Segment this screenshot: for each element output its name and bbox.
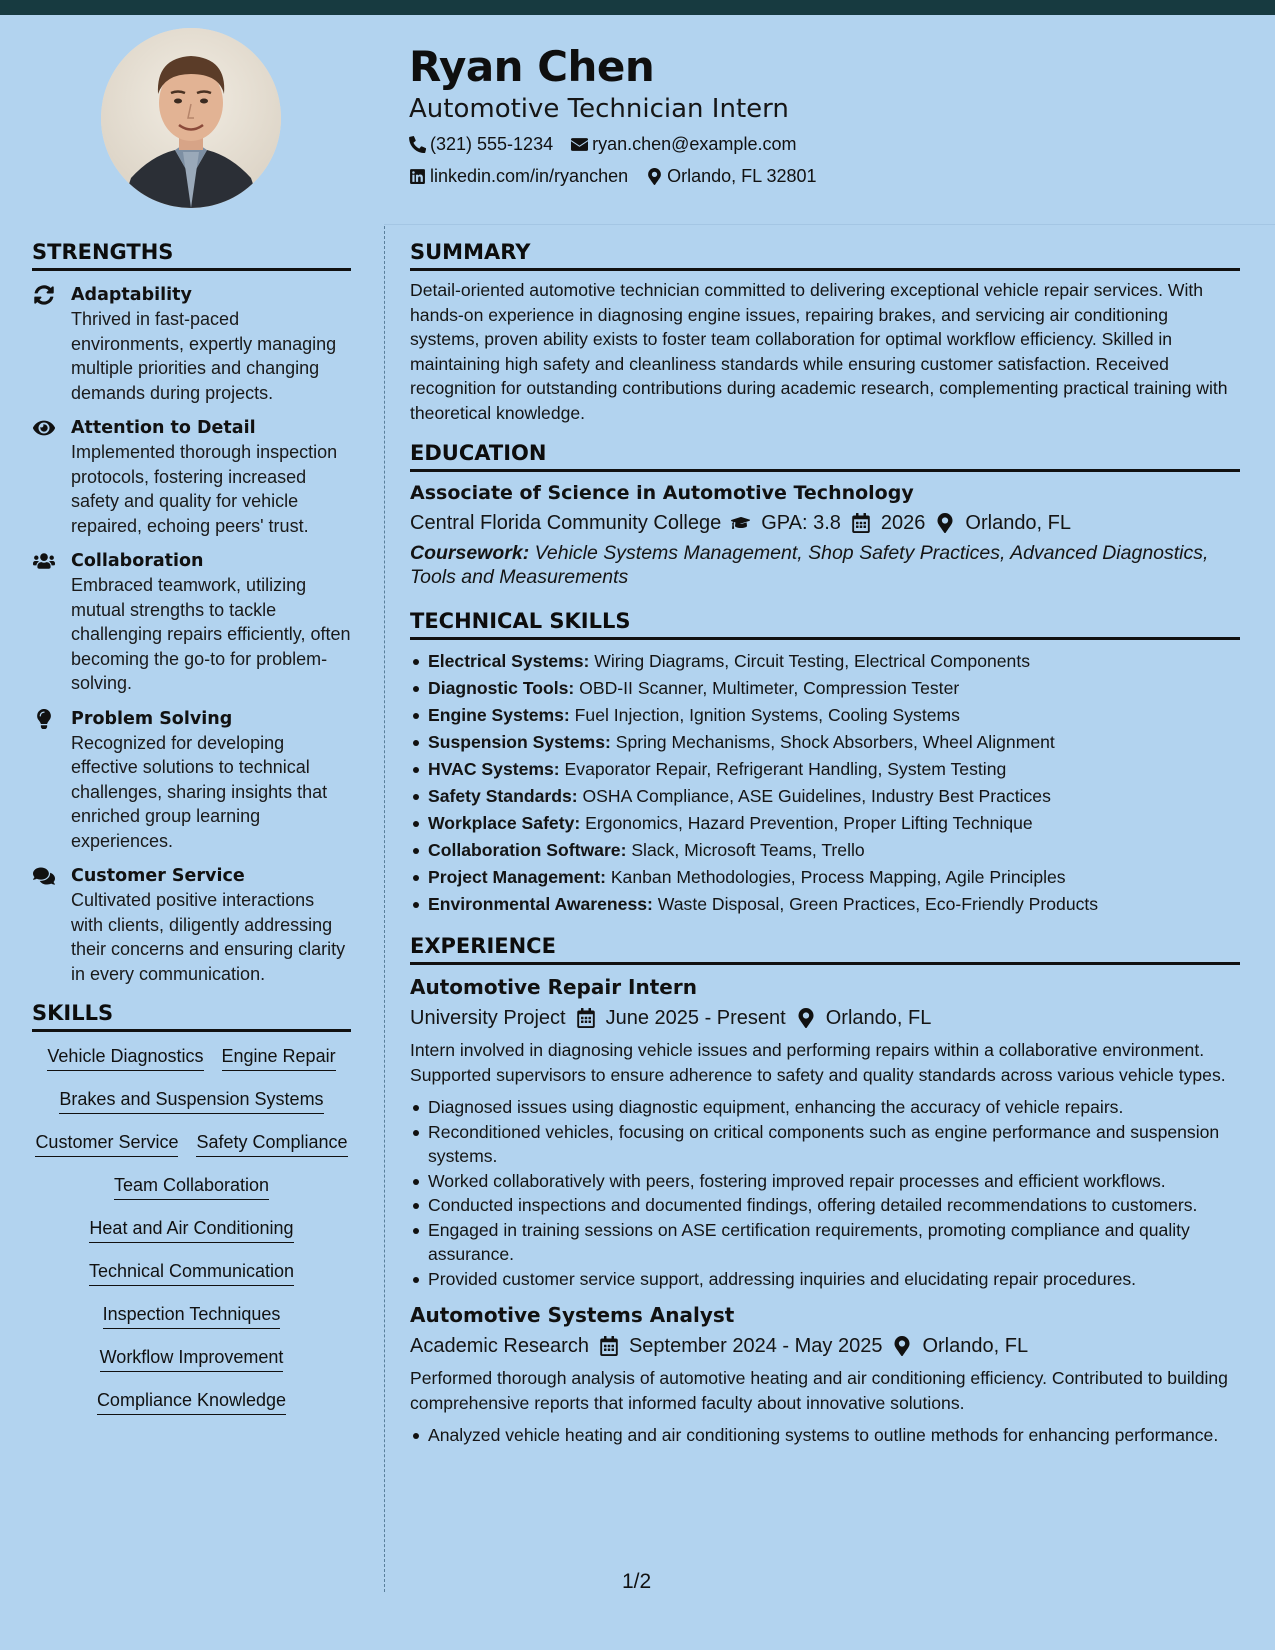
list-item — [410, 810, 1240, 837]
phone-text[interactable]: (321) 555-1234 — [430, 134, 554, 154]
linkedin-icon — [409, 168, 426, 185]
strength-item — [32, 707, 351, 854]
strength-desc: Thrived in fast-paced environments, expertly managing multiple priorities and changing demands during projects. — [71, 309, 337, 403]
calendar-icon — [599, 1336, 619, 1356]
list-item — [410, 864, 1240, 891]
job-title: Automotive Systems Analyst — [410, 1303, 735, 1327]
list-item: Worked collaboratively with peers, fostering improved repair processes and efficient workflows. — [410, 1169, 1240, 1194]
candidate-title: Automotive Technician Intern — [409, 94, 789, 124]
strengths-heading: STRENGTHS — [32, 240, 351, 271]
list-item: Provided customer service support, addressing inquiries and elucidating repair procedures. — [410, 1267, 1240, 1292]
education-location: Orlando, FL — [965, 512, 1072, 534]
location-text: Orlando, FL 32801 — [667, 166, 817, 186]
skill-tag: Team Collaboration — [114, 1173, 269, 1200]
list-item: Analyzed vehicle heating and air conditioning systems to outline methods for enhancing performance. — [410, 1423, 1240, 1448]
technical-skills-heading: TECHNICAL SKILLS — [410, 609, 1240, 640]
list-item — [410, 783, 1240, 810]
list-item: Engaged in training sessions on ASE certification requirements, promoting compliance and quality assurance. — [410, 1218, 1240, 1267]
job-title: Automotive Repair Intern — [410, 975, 697, 999]
job-description: Intern involved in diagnosing vehicle issues and performing repairs within a collaborative environment. Supported supervisors to ensure adherence to safety and quality standards across various vehicle types. — [410, 1040, 1226, 1085]
skill-tag: Safety Compliance — [196, 1130, 347, 1157]
graduation-cap-icon — [731, 513, 751, 533]
strength-desc: Recognized for developing effective solutions to technical challenges, sharing insights that enriched group learning experiences. — [71, 732, 328, 851]
comments-icon — [33, 866, 55, 886]
skill-values: Waste Disposal, Green Practices, Eco-Friendly Products — [652, 894, 1099, 914]
phone-icon — [409, 136, 426, 153]
contact-row-2 — [409, 166, 817, 187]
page-number: 1/2 — [622, 1570, 652, 1593]
education-heading: EDUCATION — [410, 441, 1240, 472]
skill-values: Spring Mechanisms, Shock Absorbers, Wheel Alignment — [610, 732, 1055, 752]
school-name: Central Florida Community College — [410, 512, 722, 534]
job-meta — [410, 1004, 1240, 1032]
map-marker-icon — [646, 168, 663, 185]
skill-category: Engine Systems: — [428, 705, 570, 725]
skill-category: Electrical Systems: — [428, 651, 590, 671]
technical-skills-list — [410, 648, 1240, 918]
list-item: Conducted inspections and documented findings, offering detailed recommendations to customers. — [410, 1193, 1240, 1218]
skill-tag: Customer Service — [35, 1130, 178, 1157]
skill-values: Wiring Diagrams, Circuit Testing, Electrical Components — [589, 651, 1031, 671]
skills-heading: SKILLS — [32, 1001, 351, 1032]
job-meta — [410, 1332, 1240, 1360]
job-bullets — [410, 1423, 1240, 1448]
coursework — [410, 541, 1240, 589]
list-item — [410, 675, 1240, 702]
skill-tag: Inspection Techniques — [103, 1302, 281, 1329]
eye-icon — [33, 418, 55, 438]
skill-category: Environmental Awareness: — [428, 894, 653, 914]
map-marker-icon — [892, 1336, 912, 1356]
graduation-year: 2026 — [880, 512, 926, 534]
list-item — [410, 648, 1240, 675]
job-description: Performed thorough analysis of automotive heating and air conditioning efficiency. Contributed to building comprehensive reports that informed faculty about innovative solutions. — [410, 1368, 1228, 1413]
strength-item — [32, 283, 351, 405]
map-marker-icon — [796, 1008, 816, 1028]
email-link[interactable]: ryan.chen@example.com — [592, 134, 797, 154]
top-bar — [0, 0, 1275, 15]
job-dates: September 2024 - May 2025 — [628, 1335, 883, 1357]
header-divider — [384, 224, 1275, 225]
strength-title: Customer Service — [71, 866, 245, 886]
calendar-icon — [851, 513, 871, 533]
skill-values: Kanban Methodologies, Process Mapping, Agile Principles — [605, 867, 1066, 887]
skill-values: OBD-II Scanner, Multimeter, Compression Tester — [574, 678, 960, 698]
strength-desc: Cultivated positive interactions with clients, diligently addressing their concerns and ensuring clarity in every communication. — [71, 890, 346, 984]
lightbulb-icon — [33, 709, 55, 729]
strength-title: Adaptability — [71, 285, 192, 305]
skill-category: Project Management: — [428, 867, 606, 887]
gpa-text: GPA: 3.8 — [761, 512, 841, 534]
summary-text: Detail-oriented automotive technician committed to delivering exceptional vehicle repair services. With hands-on experience in diagnosing engine issues, repairing brakes, and servicing air conditioning systems, proven ability exists to foster team collaboration for optimal workflow efficiency. Skilled in maintaining high safety and cleanliness standards while ensuring customer satisfaction. Received recognition for outstanding contributions during academic research, complementing practical training with theoretical knowledge. — [410, 280, 1228, 423]
skill-category: HVAC Systems: — [428, 759, 560, 779]
list-item — [410, 837, 1240, 864]
contact-row-1 — [409, 134, 796, 155]
skills-tags — [32, 1044, 351, 1415]
list-item: Reconditioned vehicles, focusing on critical components such as engine performance and suspension systems. — [410, 1120, 1240, 1169]
strength-desc: Embraced teamwork, utilizing mutual strengths to tackle challenging repairs efficiently, often becoming the go-to for problem-solving. — [71, 575, 351, 693]
skill-tag: Heat and Air Conditioning — [89, 1216, 293, 1243]
skill-tag: Vehicle Diagnostics — [47, 1044, 203, 1071]
job-bullets — [410, 1095, 1240, 1291]
skill-tag: Brakes and Suspension Systems — [59, 1087, 323, 1114]
job-location: Orlando, FL — [825, 1007, 932, 1029]
map-marker-icon — [935, 513, 955, 533]
strength-title: Collaboration — [71, 551, 204, 571]
calendar-icon — [576, 1008, 596, 1028]
skill-category: Collaboration Software: — [428, 840, 627, 860]
list-item — [410, 891, 1240, 918]
experience-heading: EXPERIENCE — [410, 934, 1240, 965]
envelope-icon — [571, 136, 588, 153]
strength-desc: Implemented thorough inspection protocols, fostering increased safety and quality for vehicle repaired, echoing peers' trust. — [71, 442, 338, 536]
coursework-label: Coursework: — [410, 542, 530, 564]
candidate-name: Ryan Chen — [409, 42, 655, 91]
strength-item — [32, 549, 351, 696]
skill-tag: Workflow Improvement — [100, 1345, 284, 1372]
skill-category: Diagnostic Tools: — [428, 678, 575, 698]
job-org: Academic Research — [410, 1335, 589, 1357]
right-column — [410, 240, 1240, 1448]
skill-tag: Engine Repair — [222, 1044, 336, 1071]
education-meta — [410, 509, 1240, 537]
job-dates: June 2025 - Present — [605, 1007, 786, 1029]
list-item — [410, 702, 1240, 729]
column-divider — [384, 226, 385, 1592]
skill-category: Workplace Safety: — [428, 813, 581, 833]
skill-values: OSHA Compliance, ASE Guidelines, Industry Best Practices — [577, 786, 1051, 806]
job-org: University Project — [410, 1007, 566, 1029]
degree-title: Associate of Science in Automotive Technology — [410, 482, 914, 504]
skill-values: Fuel Injection, Ignition Systems, Cooling Systems — [569, 705, 960, 725]
skill-category: Suspension Systems: — [428, 732, 611, 752]
profile-photo — [101, 28, 281, 208]
skill-values: Slack, Microsoft Teams, Trello — [626, 840, 865, 860]
strengths-list — [32, 283, 351, 986]
left-column — [32, 240, 351, 1415]
skill-category: Safety Standards: — [428, 786, 578, 806]
strength-title: Problem Solving — [71, 708, 233, 729]
list-item — [410, 756, 1240, 783]
skill-tag: Technical Communication — [89, 1259, 294, 1286]
users-icon — [33, 551, 55, 571]
linkedin-link[interactable]: linkedin.com/in/ryanchen — [430, 166, 629, 186]
list-item — [410, 729, 1240, 756]
strength-item — [32, 864, 351, 986]
refresh-icon — [33, 285, 55, 305]
skill-values: Ergonomics, Hazard Prevention, Proper Lifting Technique — [580, 813, 1033, 833]
strength-title: Attention to Detail — [71, 418, 256, 438]
summary-heading: SUMMARY — [410, 240, 1240, 271]
skill-tag: Compliance Knowledge — [97, 1388, 286, 1415]
strength-item — [32, 416, 351, 538]
list-item: Diagnosed issues using diagnostic equipment, enhancing the accuracy of vehicle repairs. — [410, 1095, 1240, 1120]
job-location: Orlando, FL — [922, 1335, 1029, 1357]
skill-values: Evaporator Repair, Refrigerant Handling, System Testing — [559, 759, 1007, 779]
coursework-list: Vehicle Systems Management, Shop Safety Practices, Advanced Diagnostics, Tools and Measurements — [410, 542, 1209, 588]
